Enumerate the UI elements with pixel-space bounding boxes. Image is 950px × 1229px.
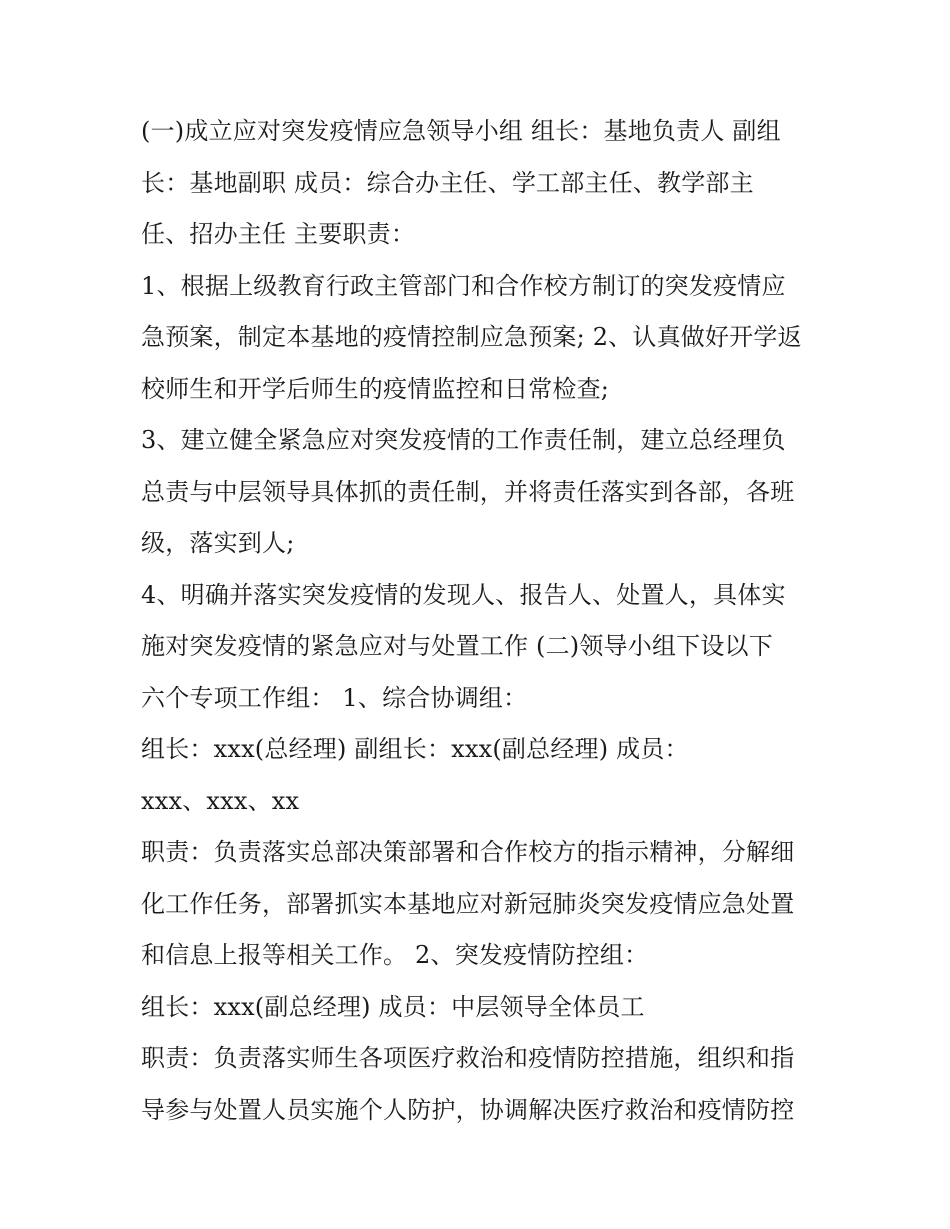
document-body [141,106,821,1136]
text-line: 长：基地副职 成员：综合办主任、学工部主任、教学部主 [141,168,754,197]
text-line: xxx、xxx、xx [141,786,300,815]
text-line: 职责：负责落实师生各项医疗救治和疫情防控措施，组织和指 [141,1044,795,1072]
text-line: 导参与处置人员实施个人防护，协调解决医疗救治和疫情防控 [141,1095,795,1124]
text-line: 组长：xxx(副总经理) 成员：中层领导全体员工 [141,992,645,1021]
text-line: 组长：xxx(总经理) 副组长：xxx(副总经理) 成员： [141,735,689,763]
text-line: 和信息上报等相关工作。 2、突发疫情防控组： [141,941,649,969]
text-line: 化工作任务，部署抓实本基地应对新冠肺炎突发疫情应急处置 [141,889,795,918]
text-line: 1、根据上级教育行政主管部门和合作校方制订的突发疫情应 [141,271,786,300]
text-line: 施对突发疫情的紧急应对与处置工作 (二)领导小组下设以下 [141,632,773,660]
text-line: 急预案，制定本基地的疫情控制应急预案; 2、认真做好开学返 [141,323,802,351]
text-line: 职责：负责落实总部决策部署和合作校方的指示精神，分解细 [141,838,795,866]
text-line: 六个专项工作组： 1、综合协调组： [141,683,528,712]
text-line: 任、招办主任 主要职责： [141,220,416,248]
text-line: (一)成立应对突发疫情应急领导小组 组长：基地负责人 副组 [141,117,781,145]
text-line: 4、明确并落实突发疫情的发现人、报告人、处置人，具体实 [141,580,786,609]
text-line: 校师生和开学后师生的疫情监控和日常检查; [141,374,610,403]
text-line: 3、建立健全紧急应对突发疫情的工作责任制，建立总经理负 [141,426,786,454]
text-line: 总责与中层领导具体抓的责任制，并将责任落实到各部，各班 [141,477,795,506]
text-line: 级，落实到人; [141,529,295,557]
